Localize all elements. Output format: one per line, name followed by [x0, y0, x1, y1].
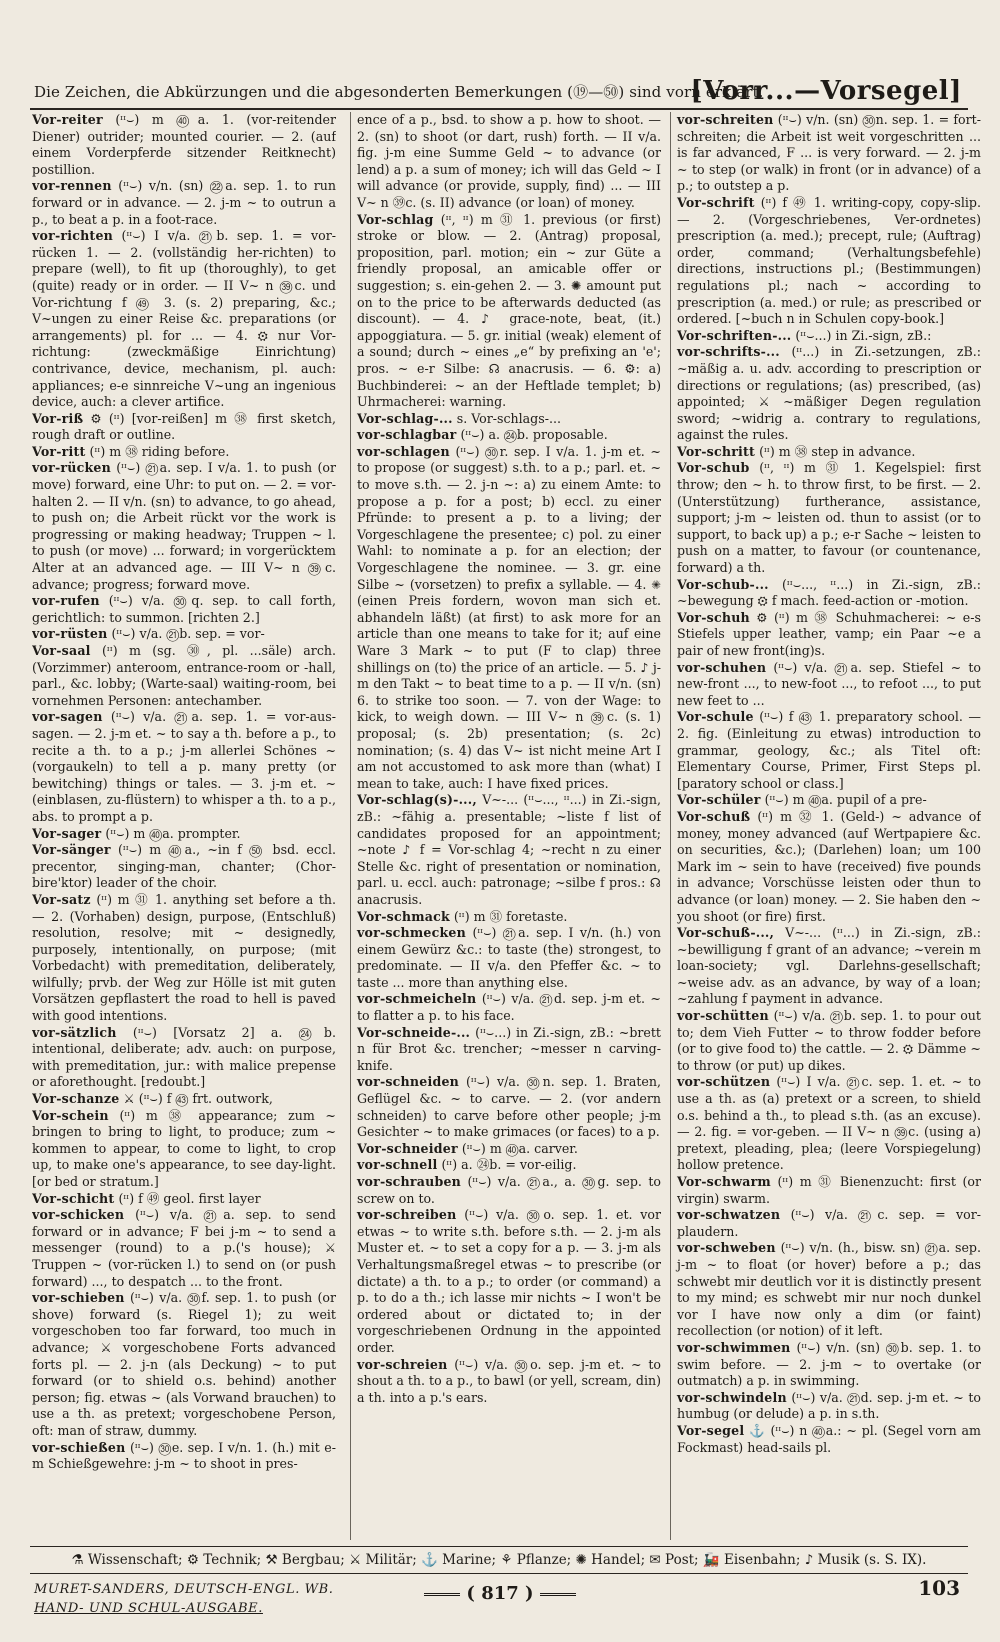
- dictionary-entry: [32, 1290, 336, 1439]
- dictionary-entry: [677, 1008, 981, 1074]
- entry-text: (ᶦᶦ⌣) ㉚e. sep. I v/n. 1. (h.) mit e-m Schießgewehre: j-m ~ to shoot in pres-: [32, 1439, 336, 1472]
- entry-text: (ᶦᶦ⌣) v/n. (sn) ㉚n. sep. 1. = fort-schreiten; die Arbeit ist weit vorgeschritten ... is far advanced, F ... is very forward. — 2. j-m ~ to step (or walk) in front (or in advance) of a p.; to outstep a p.: [677, 112, 981, 194]
- column-2: [350, 112, 661, 1540]
- entry-text: ⚙ (ᶦᶦ) m ㊳ Schuhmacherei: ~ e-s Stiefels upper leather, vamp; ein Paar ~e a pair of new front(ing)s.: [677, 609, 981, 658]
- dictionary-entry: [357, 1141, 661, 1158]
- dictionary-entry: [32, 1108, 336, 1191]
- entry-headword: Vor-schriften-...: [677, 327, 792, 343]
- entry-headword: vor-schütten: [677, 1008, 769, 1024]
- entry-headword: vor-schlagbar: [357, 427, 457, 443]
- entry-text: (ᶦᶦ⌣) v/n. (sn) ㉒a. sep. 1. to run forward or in advance. — 2. j-m ~ to outrun a p., to beat a p. in a foot-race.: [32, 178, 336, 227]
- dictionary-entry: [32, 228, 336, 411]
- catchwords: [Vorr...—Vorsegel]: [690, 76, 962, 106]
- dictionary-entry: [677, 1207, 981, 1240]
- entry-text: V~-... (ᶦᶦ...) in Zi.-sign, zB.: ~bewilligung f grant of an advance; ~verein m loan-society; vgl. Darlehns-gesellschaft; ~weise adv. as an advance, by way of a loan; ~zahlung f payment in advance.: [677, 925, 981, 1007]
- entry-text: (ᶦᶦ⌣) m ㊵a. 1. (vor-reitender Diener) outrider; mounted courier. — 2. (auf einem Vorderpferde sitzender Reitknecht) postillion.: [32, 112, 336, 177]
- dictionary-entry: [677, 1240, 981, 1340]
- dictionary-entry: [32, 593, 336, 626]
- entry-headword: Vor-schneide-...: [357, 1024, 471, 1040]
- entry-headword: Vor-schuh: [677, 609, 750, 625]
- entry-headword: vor-schmecken: [357, 925, 466, 941]
- entry-text: (ᶦᶦ⌣) a. ㉔b. proposable.: [460, 427, 608, 443]
- dictionary-entry: [357, 427, 661, 444]
- entry-headword: Vor-riß: [32, 410, 84, 426]
- dictionary-entry: [357, 112, 661, 212]
- entry-text: (ᶦᶦ⌣) v/a. ㉑a. sep. to send forward or in advance; F bei j-m ~ to send a messenger (round) to a p.('s house); ⚔ Truppen ~ (vor-rücken l.) to send on (or push forward) ..., to despatch ... to the front.: [32, 1207, 336, 1289]
- dictionary-entry: [32, 1440, 336, 1473]
- dictionary-entry: [677, 112, 981, 195]
- entry-text: (ᶦᶦ) f ㊾ 1. writing-copy, copy-slip. — 2. (Vorgeschriebenes, Ver-ordnetes) prescription (a. med.); precept, rule; (Auftrag) order, command; (Verhaltungsbefehle) directions, instructions pl.; (Bestimmungen) regulations pl.; nach ~ according to prescription (a. med.) or rule; as prescribed or ordered. [~buch n in Schulen copy-book.]: [677, 194, 981, 327]
- entry-headword: vor-schreiten: [677, 112, 774, 127]
- entry-headword: Vor-schicht: [32, 1190, 115, 1206]
- entry-text: (ᶦᶦ⌣) v/a. ㉚q. sep. to call forth, gerichtlich: to summon. [richten 2.]: [32, 593, 336, 625]
- dictionary-entry: [32, 444, 336, 461]
- entry-text: ⚙ (ᶦᶦ) [vor-reißen] m ㊳ first sketch, rough draft or outline.: [32, 410, 336, 443]
- text-columns: [30, 112, 981, 1540]
- entry-headword: Vor-schmack: [357, 908, 450, 924]
- entry-headword: vor-schlagen: [357, 443, 450, 459]
- entry-headword: vor-schneiden: [357, 1074, 460, 1090]
- entry-text: (ᶦᶦ⌣) v/a. ㉑a. sep. Stiefel ~ to new-front ..., to new-foot ..., to refoot ..., to put new feet to ...: [677, 659, 981, 708]
- dictionary-entry: [677, 660, 981, 710]
- entry-text: (ᶦᶦ⌣) I v/a. ㉑b. sep. 1. = vor-rücken 1. — 2. (vollständig her-richten) to prepare (well), to fit up (thoroughly), to get (quite) ready or in order. — II V~ n ㊴c. und Vor-richtung f ㊾ 3. (s. 2) preparing, &c.; V~ungen zu einer Reise &c. preparations (or arrangements) pl. for ... — 4. ⚙ nur Vor-richtung: (zweckmäßige Einrichtung) contrivance, device, mechanism, pl. auch: appliances; e-e sinnreiche V~ung an ingenious device, auch: a clever artifice.: [32, 228, 336, 410]
- entry-text: (ᶦᶦ⌣...) in Zi.-sign, zB.:: [795, 327, 932, 343]
- entry-text: (ᶦᶦ⌣) ㉑a. sep. I v/n. (h.) von einem Gewürz &c.: to taste (the) strongest, to predominate. — II v/a. den Pfeffer &c. ~ to taste ... more than anything else.: [357, 925, 661, 990]
- entry-headword: vor-rufen: [32, 593, 100, 609]
- entry-headword: Vor-schuß-...,: [677, 925, 775, 941]
- entry-headword: Vor-schule: [677, 709, 754, 725]
- entry-headword: vor-schweben: [677, 1240, 776, 1256]
- entry-text: (ᶦᶦ⌣) v/a. ㉚o. sep. 1. et. vor etwas ~ to write s.th. before s.th. — 2. j-m als Muster et. ~ to set a copy for a p. — 3. j-m als Verhaltungsmaßregel etwas ~ to prescribe (or dictate) a th. to a p.; to order (or command) a p. to do a th.; ich lasse mir nichts ~ I won't be ordered about or dictated to; in der vorgeschriebenen Ordnung in the appointed order.: [357, 1207, 661, 1355]
- dictionary-entry: [677, 195, 981, 328]
- entry-headword: vor-sagen: [32, 709, 103, 725]
- dictionary-entry: [32, 1207, 336, 1290]
- dictionary-entry: [357, 1207, 661, 1356]
- entry-headword: Vor-schub-...: [677, 576, 769, 592]
- entry-headword: vor-rennen: [32, 178, 112, 194]
- entry-text: V~-... (ᶦᶦ⌣..., ᶦᶦ...) in Zi.-sign, zB.: ~fähig a. presentable; ~liste f list of candidates proposed for an appointment; ~note ♪ f = Vor-schlag 4; ~recht n zu einer Stelle &c. right of presentation or nomination, parl. u. eccl. auch: patronage; ~silbe f pros.: ☊ anacrusis.: [357, 792, 661, 907]
- entry-text: (ᶦᶦ⌣) v/a. ㉑a. sep. 1. = vor-aus-sagen. — 2. j-m et. ~ to say a th. before a p., to recite a th. to a p.; j-m allerlei Schönes ~ (vorgaukeln) to tell a p. many pretty (or bewitching) things or tales. — 3. j-m et. ~ (einblasen, zu-flüstern) to whisper a th. to a p., abs. to prompt a p.: [32, 709, 336, 824]
- entry-headword: vor-schießen: [32, 1439, 126, 1455]
- dictionary-entry: [32, 178, 336, 228]
- entry-headword: Vor-saal: [32, 643, 91, 658]
- entry-headword: vor-sätzlich: [32, 1024, 117, 1040]
- entry-text: (ᶦᶦ...) in Zi.-setzungen, zB.: ~mäßig a. u. adv. according to prescription or directions or regulations; (as) prescribed, (as) appointed; ⚔ ~mäßiger Degen regulation sword; ~widrig a. contrary to regulations, against the rules.: [677, 344, 981, 443]
- entry-headword: Vor-schlag-...: [357, 410, 453, 426]
- dictionary-entry: [32, 1191, 336, 1208]
- dictionary-entry: [677, 328, 981, 345]
- page-header: [30, 70, 968, 110]
- entry-headword: Vor-schein: [32, 1107, 109, 1123]
- entry-headword: Vor-reiter: [32, 112, 103, 127]
- sheet-number-text: ( 817 ): [466, 1583, 534, 1604]
- dictionary-entry: [677, 610, 981, 660]
- entry-headword: Vor-schritt: [677, 443, 756, 459]
- rule-right: [540, 1593, 576, 1596]
- page-number: 103: [918, 1576, 960, 1600]
- dictionary-entry: [32, 460, 336, 593]
- entry-text: ence of a p., bsd. to show a p. how to shoot. — 2. (sn) to shoot (or dart, rush) forth. — II v/a. fig. j-m eine Summe Geld ~ to advance (or lend) a p. a sum of money; ich will das Geld ~ I will advance (or provide, supply, find) ... — III V~ n ㊴c. (s. II) advance (or loan) of money.: [357, 112, 661, 210]
- imprint-line-2: HAND- UND SCHUL-AUSGABE.: [34, 1601, 263, 1616]
- entry-text: (ᶦᶦ) m ㊳ step in advance.: [759, 443, 916, 459]
- entry-text: (ᶦᶦ⌣) v/a. ㉑c. sep. = vor-plaudern.: [677, 1207, 981, 1239]
- entry-headword: vor-richten: [32, 228, 114, 244]
- entry-headword: vor-schützen: [677, 1074, 771, 1090]
- entry-text: (ᶦᶦ⌣) v/n. (h., bisw. sn) ㉑a. sep. j-m ~ to float (or hover) before a p.; das schwebt mir deutlich vor it is distinctly present to my mind; es schwebt mir nur noch dunkel vor I have now only a dim (or faint) recollection (or notion) of it left.: [677, 1240, 981, 1339]
- entry-headword: vor-schieben: [32, 1290, 125, 1306]
- entry-text: ⚓ (ᶦᶦ⌣) n ㊵a.: ~ pl. (Segel vorn am Fockmast) head-sails pl.: [677, 1422, 981, 1455]
- entry-headword: Vor-schlag(s)-...,: [357, 792, 477, 808]
- entry-headword: Vor-schneider: [357, 1140, 458, 1156]
- entry-text: ⚔ (ᶦᶦ⌣) f ㊸ frt. outwork,: [123, 1091, 273, 1107]
- entry-text: (ᶦᶦ) f ㊾ geol. first layer: [118, 1190, 261, 1206]
- entry-text: (ᶦᶦ⌣) ㉚r. sep. I v/a. 1. j-m et. ~ to propose (or suggest) s.th. to a p.; parl. et. ~ to move s.th. — 2. j-n ~: a) zu einem Amte: to propose a p. for a post; b) eccl. zu einer Pfründe: to present a p. to a living; der Vorgeschlagene the presentee; c) pol. zu einer Wahl: to nominate a p. for an election; der Vorgeschlagene the nominee. — 3. gr. eine Silbe ~ (vorsetzen) to prefix a syllable. — 4. ✺ (einen Preis fordern, wovon man sich et. abhandeln läßt) (at first) to ask more for an article than one means to take for it; auf eine Ware 3 Mark ~ to put (F to clap) three shillings on (to) the price of an article. — 5. ♪ j-m den Takt ~ to beat time to a p. — II v/n. (sn) 6. to strike too soon. — 7. von der Wage: to kick, to weigh down. — III V~ n ㊴c. (s. 1) proposal; (s. 2b) presentation; (s. 2c) nomination; (s. 4) das V~ ist nicht meine Art I am not accustomed to ask more than (what) I mean to take, auch: I have fixed prices.: [357, 443, 661, 791]
- entry-headword: Vor-schub: [677, 460, 750, 476]
- entry-headword: Vor-schlag: [357, 211, 434, 227]
- entry-text: (ᶦᶦ⌣...) in Zi.-sign, zB.: ~brett n für Brot &c. trencher; ~messer n carving-knife.: [357, 1024, 661, 1073]
- entry-text: (ᶦᶦ) m ㉜ 1. (Geld-) ~ advance of money, money advanced (auf Wertpapiere &c. on securities, &c.); (Darlehen) loan; um 100 Mark im ~ sein to have (received) five pounds in advance; Vorschüsse leisten oder thun to advance (or loan) money. — 2. Sie haben den ~ you shoot (or fire) first.: [677, 808, 981, 924]
- entry-text: (ᶦᶦ) m ㊳ appearance; zum ~ bringen to bring to light, to produce; zum ~ kommen to appear, to come to light, to crop up, to make one's appearance, to see day-light. [or bed or stratum.]: [32, 1107, 336, 1189]
- entry-headword: Vor-ritt: [32, 443, 86, 459]
- entry-text: (ᶦᶦ⌣) v/a. ㉚f. sep. 1. to push (or shove) forward (s. Riegel 1); zu weit vorgeschoben too far forward, too much in advance; ⚔ vorgeschobene Forts advanced forts pl. — 2. j-n (als Deckung) ~ to put forward (or to shield o.s. behind) another person; fig. etwas ~ (als Vorwand brauchen) to use a th. as pretext; vorgeschobene Person, oft: man of straw, dummy.: [32, 1290, 336, 1438]
- entry-headword: Vor-schuß: [677, 808, 751, 824]
- rule-left: [424, 1593, 460, 1596]
- dictionary-entry: [677, 577, 981, 610]
- entry-text: (ᶦᶦ⌣) ㉑a. sep. I v/a. 1. to push (or move) forward, eine Uhr: to put on. — 2. = vor-halten 2. — II v/n. (sn) to advance, to go ahead, to push on; die Arbeit rückt vor the work is progressing or making headway; Truppen ~ l. to push (or move) ... forward; in vorgerücktem Alter at an advanced age. — III V~ n ㊴c. advance; progress; forward move.: [32, 460, 336, 592]
- dictionary-entry: [32, 643, 336, 709]
- dictionary-entry: [357, 1157, 661, 1174]
- dictionary-entry: [32, 709, 336, 825]
- dictionary-entry: [32, 1091, 336, 1108]
- entry-text: (ᶦᶦ⌣) f ㊸ 1. preparatory school. — 2. fig. (Einleitung zu etwas) introduction to grammar, geology, &c.; als Titel oft: Elementary Course, Primer, First Steps pl. [paratory school or class.]: [677, 709, 981, 791]
- sheet-number: [400, 1583, 600, 1604]
- entry-text: (ᶦᶦ⌣) v/a. ㉚o. sep. j-m et. ~ to shout a th. to a p., to bawl (or yell, scream, din) a th. into a p.'s ears.: [357, 1356, 661, 1405]
- entry-headword: vor-schnell: [357, 1157, 438, 1173]
- dictionary-entry: [357, 1074, 661, 1140]
- entry-headword: vor-schreien: [357, 1356, 448, 1372]
- entry-headword: Vor-satz: [32, 891, 91, 907]
- entry-headword: vor-schicken: [32, 1207, 125, 1223]
- entry-headword: Vor-segel: [677, 1422, 745, 1438]
- dictionary-entry: [357, 1357, 661, 1407]
- entry-headword: vor-schwatzen: [677, 1207, 781, 1223]
- entry-text: (ᶦᶦ⌣) m ㊵a., ~in f ㊿ bsd. eccl. precentor, singing-man, chanter; (Chor-bire'ktor) leader of the choir.: [32, 842, 336, 891]
- dictionary-entry: [677, 344, 981, 444]
- entry-headword: Vor-schrift: [677, 194, 755, 210]
- entry-text: (ᶦᶦ⌣) v/a. ㉚n. sep. 1. Braten, Geflügel &c. ~ to carve. — 2. (vor andern schneiden) to carve before other people; j-m Gesichter ~ to make grimaces (or faces) to a p.: [357, 1074, 661, 1140]
- entry-headword: vor-schuhen: [677, 659, 767, 675]
- entry-text: (ᶦᶦ⌣) m ㊵a. carver.: [461, 1140, 578, 1156]
- entry-text: (ᶦᶦ, ᶦᶦ) m ㉛ 1. previous (or first) stroke or blow. — 2. (Antrag) proposal, proposition, parl. motion; ein ~ zur Güte a friendly proposal, an amicable offer or suggestion; s. ein-gehen 2. — 3. ✺ amount put on to the price to be afterwards deducted (as discount). — 4. ♪ grace-note, beat, (it.) appoggiatura. — 5. gr. initial (weak) element of a sound; durch ~ eines „e“ by prefixing an 'e'; pros. ~ e-r Silbe: ☊ anacrusis. — 6. ⚙: a) Buchbinderei: ~ an der Heftlade templet; b) Uhrmacherei: warning.: [357, 211, 661, 410]
- entry-headword: Vor-sänger: [32, 842, 111, 858]
- column-3: [670, 112, 981, 1540]
- entry-headword: Vor-schüler: [677, 792, 761, 808]
- entry-text: (ᶦᶦ⌣..., ᶦᶦ...) in Zi.-sign, zB.: ~bewegung ⚙ f mach. feed-action or -motion.: [677, 576, 981, 609]
- entry-text: (ᶦᶦ⌣) v/a. ㉑d. sep. j-m et. ~ to flatter a p. to his face.: [357, 991, 661, 1024]
- dictionary-entry: [32, 892, 336, 1025]
- header-note: Die Zeichen, die Abkürzungen und die abgesonderten Bemerkungen (⑲—㊿) sind vorn erklärt.: [34, 83, 764, 101]
- dictionary-entry: [677, 1423, 981, 1456]
- dictionary-entry: [357, 212, 661, 411]
- entry-headword: vor-rüsten: [32, 626, 108, 642]
- entry-text: (ᶦᶦ⌣) v/a. ㉑b. sep. = vor-: [111, 626, 265, 642]
- dictionary-entry: [677, 925, 981, 1008]
- entry-headword: Vor-schwarm: [677, 1174, 771, 1189]
- entry-headword: Vor-schanze: [32, 1091, 120, 1107]
- dictionary-entry: [32, 411, 336, 444]
- dictionary-entry: [357, 1174, 661, 1207]
- entry-text: (ᶦᶦ) m ㉛ foretaste.: [453, 908, 568, 924]
- symbol-legend: ⚗ Wissenschaft; ⚙ Technik; ⚒ Bergbau; ⚔ Militär; ⚓ Marine; ⚘ Pflanze; ✺ Handel; ✉ Post; 🚂 Eisenbahn; ♪ Musik (s. S. IX).: [30, 1546, 968, 1574]
- entry-headword: Vor-sager: [32, 825, 102, 841]
- entry-text: (ᶦᶦ, ᶦᶦ) m ㉛ 1. Kegelspiel: first throw; den ~ h. to throw first, to be first. — 2. (Unterstützung) furtherance, assistance, support; j-m ~ leisten od. thun to assist (or to support, to back up) a p.; e-r Sache ~ leisten to push on a matter, to favour (or countenance, forward) a th.: [677, 460, 981, 576]
- dictionary-entry: [357, 792, 661, 908]
- entry-headword: vor-schrifts-...: [677, 344, 780, 360]
- entry-text: (ᶦᶦ) a. ㉔b. = vor-eilig.: [441, 1157, 577, 1173]
- dictionary-entry: [32, 842, 336, 892]
- entry-text: s. Vor-schlags-...: [456, 410, 561, 426]
- dictionary-entry: [677, 444, 981, 461]
- imprint: [34, 1580, 334, 1618]
- entry-headword: vor-rücken: [32, 460, 111, 476]
- dictionary-entry: [357, 1025, 661, 1075]
- dictionary-entry: [677, 1174, 981, 1207]
- dictionary-entry: [357, 991, 661, 1024]
- entry-headword: vor-schreiben: [357, 1207, 457, 1223]
- entry-headword: vor-schwimmen: [677, 1339, 791, 1355]
- entry-text: (ᶦᶦ) m ㉛ Bienenzucht: first (or virgin) swarm.: [677, 1174, 981, 1206]
- dictionary-entry: [32, 626, 336, 643]
- dictionary-entry: [677, 460, 981, 576]
- entry-text: (ᶦᶦ⌣) [Vorsatz 2] a. ㉔b. intentional, deliberate; adv. auch: on purpose, with premeditation, jur.: with malice prepense or aforethought. [redoubt.]: [32, 1024, 336, 1090]
- entry-text: (ᶦᶦ⌣) v/a. ㉑d. sep. j-m et. ~ to humbug (or delude) a p. in s.th.: [677, 1389, 981, 1422]
- entry-headword: vor-schrauben: [357, 1174, 462, 1189]
- entry-headword: vor-schmeicheln: [357, 991, 477, 1007]
- column-1: [32, 112, 336, 1540]
- entry-text: (ᶦᶦ⌣) m ㊵a. prompter.: [105, 825, 241, 841]
- entry-text: (ᶦᶦ⌣) m ㊵a. pupil of a pre-: [764, 792, 927, 808]
- imprint-line-1: MURET-SANDERS, DEUTSCH-ENGL. WB.: [34, 1582, 334, 1597]
- dictionary-entry: [677, 1340, 981, 1390]
- dictionary-entry: [677, 809, 981, 925]
- dictionary-entry: [677, 1390, 981, 1423]
- entry-headword: vor-schwindeln: [677, 1389, 787, 1405]
- entry-text: (ᶦᶦ) m (sg. ㉚, pl. ...säle) arch. (Vorzimmer) anteroom, entrance-room or -hall, parl., &c. lobby; (Warte-saal) waiting-room, bei vornehmen Personen: antechamber.: [32, 643, 336, 708]
- dictionary-entry: [357, 909, 661, 926]
- entry-text: (ᶦᶦ⌣) v/a. ㉑a., a. ㉚g. sep. to screw on to.: [357, 1174, 661, 1206]
- dictionary-entry: [677, 709, 981, 792]
- dictionary-entry: [357, 444, 661, 792]
- entry-text: (ᶦᶦ⌣) v/a. ㉑b. sep. 1. to pour out to; dem Vieh Futter ~ to throw fodder before (or to give food to) the cattle. — 2. ⚙ Dämme ~ to throw (or put) up dikes.: [677, 1008, 981, 1073]
- entry-text: (ᶦᶦ) m ㉛ 1. anything set before a th. — 2. (Vorhaben) design, purpose, (Entschluß) resolution, resolve; mit ~ designedly, purposely, intentionally, on purpose; (mit Vorbedacht) with premeditation, deliberately, wilfully; prvb. der Weg zur Hölle ist mit guten Vorsätzen gepflastert the road to hell is paved with good intentions.: [32, 891, 336, 1024]
- dictionary-entry: [32, 826, 336, 843]
- dictionary-entry: [677, 792, 981, 809]
- entry-text: (ᶦᶦ⌣) I v/a. ㉑c. sep. 1. et. ~ to use a th. as (a) pretext or a screen, to shield o.s. behind a th., to plead s.th. (as an excuse). — 2. fig. = vor-geben. — II V~ n ㊴c. (using a) pretext, pleading, plea; (leere Vorspiegelung) hollow pretence.: [677, 1074, 981, 1173]
- dictionary-entry: [357, 411, 661, 428]
- entry-text: (ᶦᶦ) m ㊳ riding before.: [89, 443, 230, 459]
- entry-text: (ᶦᶦ⌣) v/n. (sn) ㉚b. sep. 1. to swim before. — 2. j-m ~ to overtake (or outmatch) a p. in swimming.: [677, 1339, 981, 1389]
- dictionary-entry: [357, 925, 661, 991]
- dictionary-entry: [677, 1074, 981, 1174]
- dictionary-entry: [32, 1025, 336, 1091]
- dictionary-entry: [32, 112, 336, 178]
